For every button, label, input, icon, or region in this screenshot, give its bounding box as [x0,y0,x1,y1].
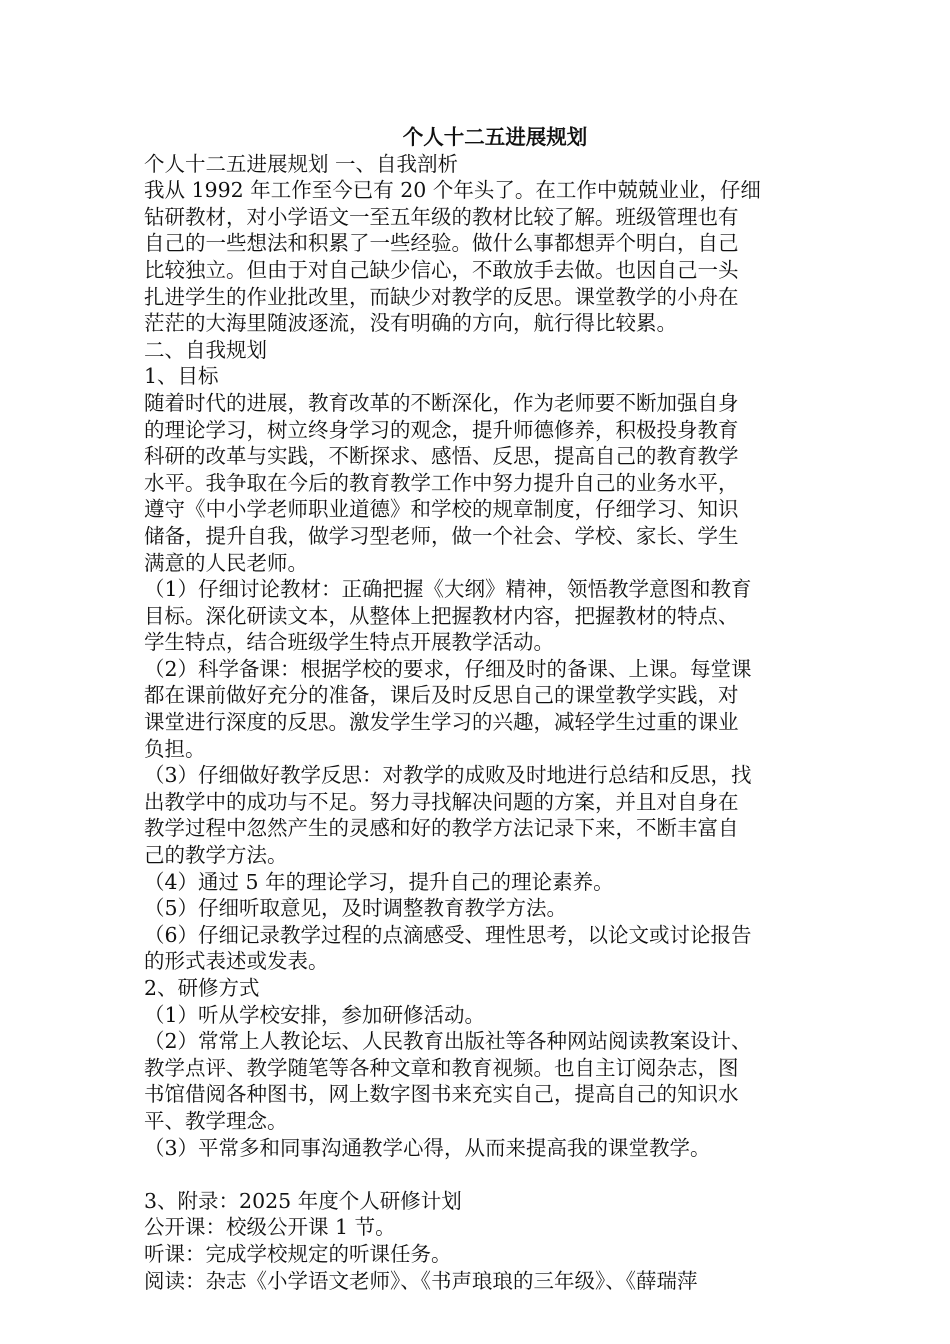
text-line: 教学过程中忽然产生的灵感和好的教学方法记录下来，不断丰富自 [144,816,739,841]
text-line: 书馆借阅各种图书，网上数字图书来充实自己，提高自己的知识水 [144,1082,739,1107]
text-line: 己的教学方法。 [144,843,288,868]
text-line: （1）听从学校安排，参加研修活动。 [144,1002,486,1027]
text-line: 储备，提升自我，做学习型老师，做一个社会、学校、家长、学生 [144,523,739,548]
text-line: （2）常常上人教论坛、人民教育出版社等各种网站阅读教案设计、 [144,1029,752,1054]
text-line: 阅读：杂志《小学语文老师》、《书声琅琅的三年级》、《薛瑞萍 [144,1268,698,1293]
text-line: （3）仔细做好教学反思：对教学的成败及时地进行总结和反思，找 [144,763,752,788]
document-page [144,124,806,1294]
text-line: 的理论学习，树立终身学习的观念，提升师德修养，积极投身教育 [144,417,739,442]
text-line: 比较独立。但由于对自己缺少信心，不敢放手去做。也因自己一头 [144,257,739,282]
text-line: 满意的人民老师。 [144,550,308,575]
text-line: 目标。深化研读文本，从整体上把握教材内容，把握教材的特点、 [144,603,739,628]
text-line: （5）仔细听取意见，及时调整教育教学方法。 [144,896,568,921]
text-line: 的形式表述或发表。 [144,949,329,974]
text-line: 扎进学生的作业批改里，而缺少对教学的反思。课堂教学的小舟在 [144,284,739,309]
text-line: 教学点评、教学随笔等各种文章和教育视频。也自主订阅杂志，图 [144,1055,739,1080]
text-line: 公开课：校级公开课 1 节。 [144,1215,396,1240]
text-line: 随着时代的进展，教育改革的不断深化，作为老师要不断加强自身 [144,390,739,415]
text-line: 个人十二五进展规划 一、自我剖析 [144,151,459,176]
text-line: 2、研修方式 [144,976,260,1000]
text-line: （4）通过 5 年的理论学习，提升自己的理论素养。 [144,869,614,894]
text-line: 学生特点，结合班级学生特点开展教学活动。 [144,630,554,655]
text-line: （6）仔细记录教学过程的点滴感受、理性思考，以论文或讨论报告 [144,922,752,947]
document-body [144,151,806,1295]
text-line: （1）仔细讨论教材：正确把握《大纲》精神，领悟教学意图和教育 [144,577,752,602]
text-line: 钻研教材，对小学语文一至五年级的教材比较了解。班级管理也有 [144,204,739,229]
text-line: 科研的改革与实践，不断探求、感悟、反思，提高自己的教育教学 [144,444,739,469]
text-line: 1、目标 [144,364,219,389]
text-line: 都在课前做好充分的准备，课后及时反思自己的课堂教学实践，对 [144,683,739,708]
text-line: 我从 1992 年工作至今已有 20 个年头了。在工作中兢兢业业，仔细 [144,178,761,203]
blank-line [144,1161,806,1188]
text-line: 平、教学理念。 [144,1108,288,1133]
text-line: 茫茫的大海里随波逐流，没有明确的方向，航行得比较累。 [144,311,677,336]
text-line: 水平。我争取在今后的教育教学工作中努力提升自己的业务水平， [144,470,739,495]
text-line: （3）平常多和同事沟通教学心得，从而来提高我的课堂教学。 [144,1135,711,1160]
text-line: 课堂进行深度的反思。激发学生学习的兴趣，减轻学生过重的课业 [144,710,739,735]
text-line: 二、自我规划 [144,337,267,362]
text-line: 3、附录：2025 年度个人研修计划 [144,1188,462,1213]
text-line: 遵守《中小学老师职业道德》和学校的规章制度，仔细学习、知识 [144,497,739,522]
text-line: 听课：完成学校规定的听课任务。 [144,1241,452,1266]
text-line: 负担。 [144,736,206,761]
text-line: 出教学中的成功与不足。努力寻找解决问题的方案，并且对自身在 [144,789,739,814]
document-title: 个人十二五进展规划 [402,125,588,149]
text-line: 自己的一些想法和积累了一些经验。做什么事都想弄个明白，自己 [144,231,739,256]
text-line: （2）科学备课：根据学校的要求，仔细及时的备课、上课。每堂课 [144,656,752,681]
